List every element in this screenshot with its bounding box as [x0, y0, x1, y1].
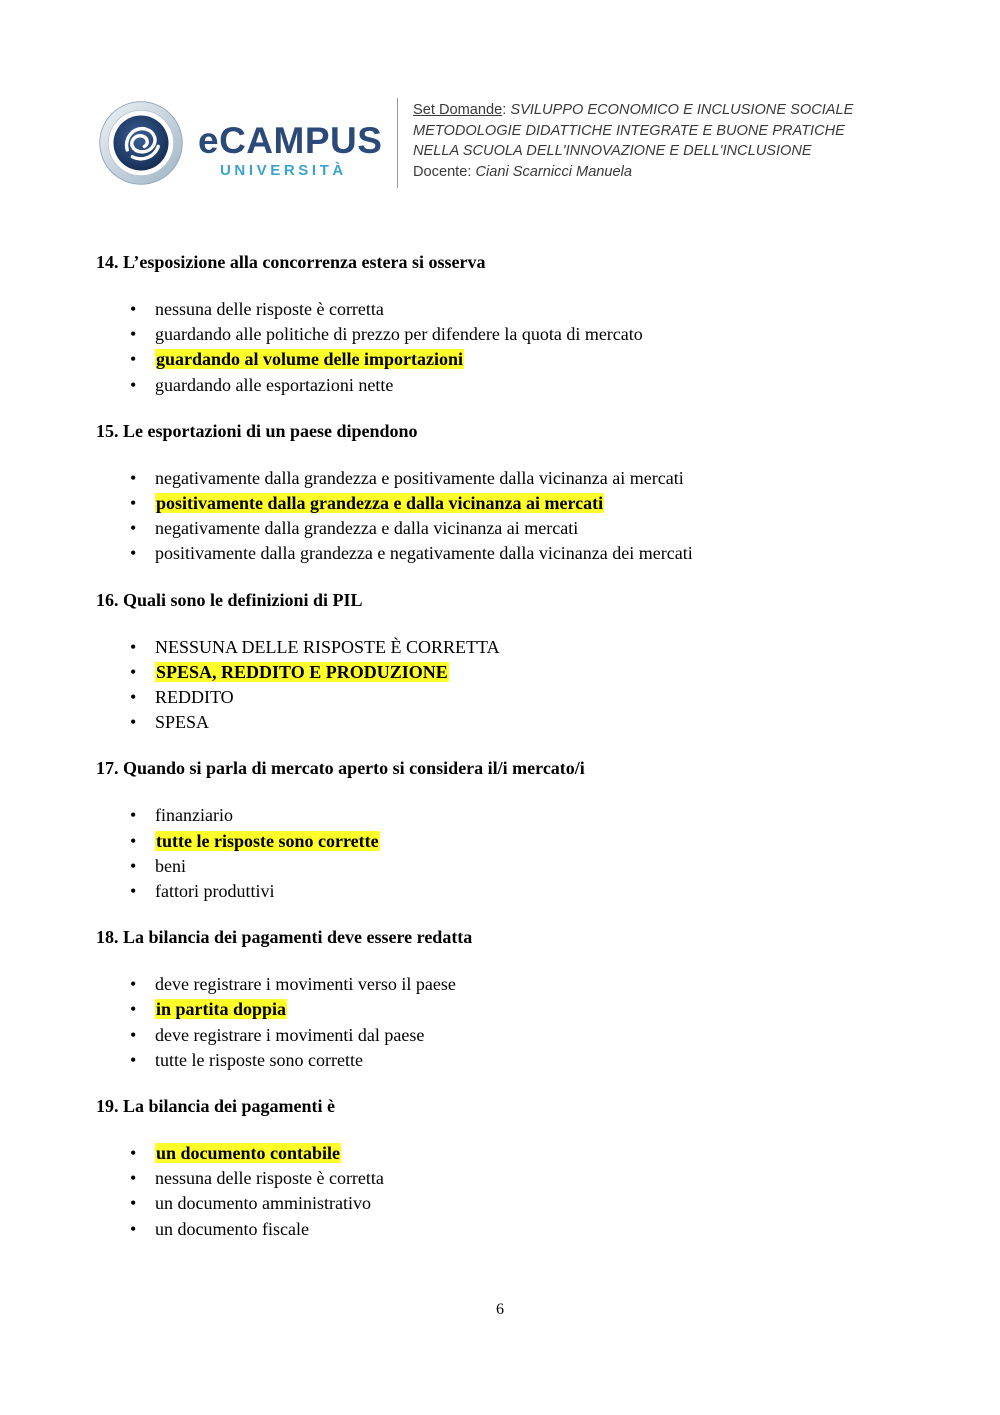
answer-text: positivamente dalla grandezza e dalla vicinanza ai mercati — [156, 493, 604, 514]
course-title-line-3: NELLA SCUOLA DELL'INNOVAZIONE E DELL'INCLUSIONE — [413, 143, 812, 159]
question-19 — [96, 1094, 916, 1242]
bullet-icon: • — [130, 1049, 137, 1070]
answer-option — [96, 854, 916, 879]
answer-text: un documento fiscale — [155, 1218, 309, 1239]
answer-option — [96, 1141, 916, 1166]
course-info — [413, 100, 853, 182]
university-seal-icon — [98, 100, 184, 186]
answer-text: fattori produttivi — [155, 881, 275, 902]
bullet-icon: • — [130, 805, 137, 826]
ecampus-logo — [96, 98, 386, 190]
bullet-icon: • — [130, 349, 137, 370]
answer-text: positivamente dalla grandezza e negativamente dalla vicinanza dei mercati — [155, 543, 693, 564]
answer-option — [96, 322, 916, 347]
bullet-icon: • — [130, 687, 137, 708]
question-title: 14. L’esposizione alla concorrenza estera si osserva — [96, 252, 486, 272]
bullet-icon: • — [130, 543, 137, 564]
question-18 — [96, 925, 916, 1073]
document-header — [96, 98, 916, 190]
answer-option — [96, 660, 916, 685]
course-title-line-2: METODOLOGIE DIDATTICHE INTEGRATE E BUONE PRATICHE — [413, 122, 845, 139]
header-divider — [397, 98, 398, 188]
answer-option — [96, 541, 916, 566]
answer-option — [96, 1048, 916, 1073]
answer-option — [96, 516, 916, 541]
teacher-name: Ciani Scarnicci Manuela — [475, 163, 633, 180]
bullet-icon: • — [130, 1168, 137, 1189]
question-title: 16. Quali sono le definizioni di PIL — [96, 589, 363, 610]
bullet-icon: • — [130, 493, 137, 514]
bullet-icon: • — [130, 830, 137, 851]
bullet-icon: • — [130, 712, 137, 733]
answer-text: tutte le risposte sono corrette — [155, 1049, 363, 1070]
page-number: 6 — [496, 1301, 504, 1318]
answer-text: finanziario — [155, 805, 233, 826]
bullet-icon: • — [130, 518, 137, 539]
bullet-icon: • — [130, 374, 137, 395]
answer-option — [96, 997, 916, 1022]
answer-text: guardando al volume delle importazioni — [156, 349, 464, 370]
answer-options — [96, 635, 916, 736]
question-title: 19. La bilancia dei pagamenti è — [96, 1096, 336, 1117]
answer-options — [96, 1141, 916, 1242]
logo-wordmark-e: e — [198, 120, 220, 161]
answer-option — [96, 1166, 916, 1191]
questions-list — [96, 250, 916, 1263]
bullet-icon: • — [130, 1218, 137, 1239]
answer-text: deve registrare i movimenti verso il paese — [155, 974, 456, 995]
answer-options — [96, 803, 916, 904]
answer-option — [96, 1217, 916, 1242]
set-separator: : — [502, 102, 511, 118]
answer-text: un documento amministrativo — [155, 1193, 371, 1214]
answer-option — [96, 803, 916, 828]
bullet-icon: • — [130, 881, 137, 902]
course-info-line-1 — [413, 100, 853, 121]
answer-text: nessuna delle risposte è corretta — [155, 1168, 384, 1189]
answer-option — [96, 1023, 916, 1048]
question-16 — [96, 588, 916, 736]
logo-wordmark-campus: CAMPUS — [219, 120, 383, 161]
answer-text: guardando alle politiche di prezzo per difendere la quota di mercato — [155, 324, 643, 345]
question-14 — [96, 250, 916, 398]
logo-subtext: UNIVERSITÀ — [220, 162, 347, 179]
bullet-icon: • — [130, 324, 137, 345]
question-17 — [96, 756, 916, 904]
answer-option — [96, 879, 916, 904]
answer-option — [96, 685, 916, 710]
bullet-icon: • — [130, 1193, 137, 1214]
question-title: 17. Quando si parla di mercato aperto si considera il/i mercato/i — [96, 758, 585, 779]
teacher-label: Docente: — [413, 163, 476, 180]
answer-text: tutte le risposte sono corrette — [156, 830, 379, 851]
answer-text: deve registrare i movimenti dal paese — [155, 1024, 425, 1045]
bullet-icon: • — [130, 855, 137, 876]
bullet-icon: • — [130, 661, 137, 682]
answer-text: NESSUNA DELLE RISPOSTE È CORRETTA — [155, 636, 500, 657]
bullet-icon: • — [130, 1143, 137, 1164]
answer-option — [96, 466, 916, 491]
bullet-icon: • — [130, 974, 137, 995]
question-title: 15. Le esportazioni di un paese dipendono — [96, 420, 418, 441]
set-label: Set Domande — [413, 102, 503, 118]
answer-option — [96, 972, 916, 997]
logo-wordmark — [198, 122, 382, 159]
answer-option — [96, 373, 916, 398]
answer-option — [96, 829, 916, 854]
answer-text: un documento contabile — [156, 1143, 341, 1164]
answer-text: REDDITO — [155, 687, 234, 708]
answer-option — [96, 347, 916, 372]
question-title: 18. La bilancia dei pagamenti deve essere redatta — [96, 927, 473, 948]
answer-option — [96, 1191, 916, 1216]
bullet-icon: • — [130, 299, 137, 319]
bullet-icon: • — [130, 467, 137, 488]
answer-text: SPESA, REDDITO E PRODUZIONE — [156, 661, 448, 682]
answer-text: beni — [155, 855, 186, 876]
answer-options — [96, 297, 916, 398]
answer-text: negativamente dalla grandezza e dalla vicinanza ai mercati — [155, 518, 579, 539]
answer-options — [96, 466, 916, 567]
answer-text: nessuna delle risposte è corretta — [155, 299, 384, 319]
answer-option — [96, 491, 916, 516]
answer-text: in partita doppia — [156, 999, 287, 1020]
bullet-icon: • — [130, 999, 137, 1020]
answer-text: guardando alle esportazioni nette — [155, 374, 394, 395]
course-title-line-1: SVILUPPO ECONOMICO E INCLUSIONE SOCIALE — [510, 102, 854, 118]
bullet-icon: • — [130, 1024, 137, 1045]
answer-text: negativamente dalla grandezza e positivamente dalla vicinanza ai mercati — [155, 467, 684, 488]
bullet-icon: • — [130, 636, 137, 657]
course-info-line-4 — [413, 162, 853, 183]
question-15 — [96, 419, 916, 567]
answer-option — [96, 710, 916, 735]
answer-text: SPESA — [155, 712, 210, 733]
answer-option — [96, 297, 916, 322]
answer-options — [96, 972, 916, 1073]
answer-option — [96, 635, 916, 660]
